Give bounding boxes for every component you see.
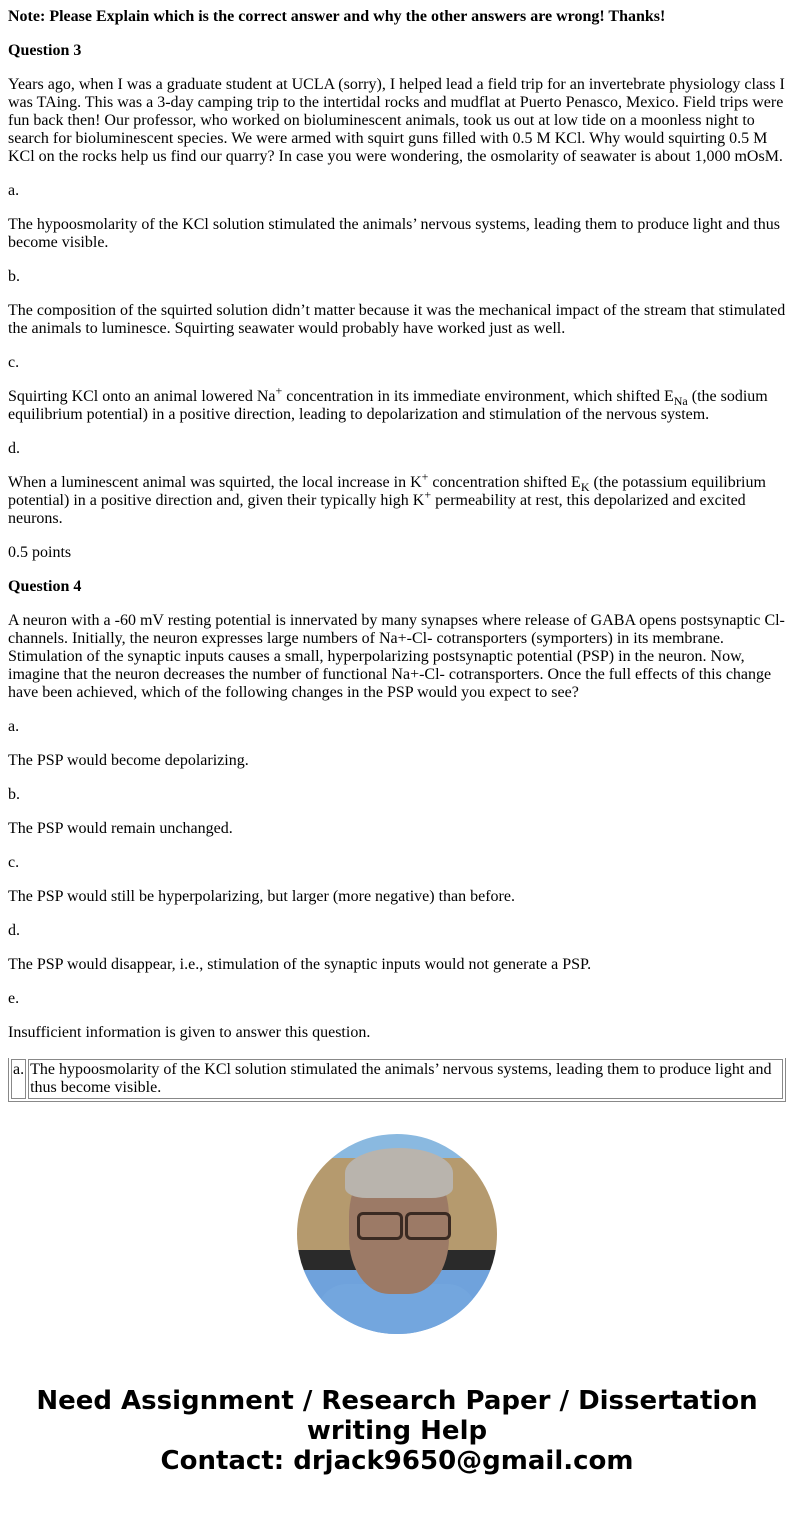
option-c-text: Squirting KCl onto an animal lowered Na+ concentration in its immediate environment, which shifted $E_{Na}$ (the sodium equilibrium potential) in a positive direction, leading to depolarization and stimulation of the nervous system. [8,383,768,423]
question-4-text: A neuron with a -60 mV resting potential is innervated by many synapses where release of GABA opens postsynaptic Cl- channels. Initially, the neuron expresses large numbers of Na+-Cl- cotransporters (symporters) in its membrane. Stimulation of the synaptic inputs causes a small, hyperpolarizing postsynaptic potential (PSP) in the neuron. Now, imagine that the neuron decreases the number of functional Na+-Cl- cotransporters. Once the full effects of this change have been achieved, which of the following changes in the PSP would you expect to see? [8,612,785,701]
answer-table [8,1058,786,1102]
footer-line-2: Contact: drjack9650@gmail.com [160,1446,634,1476]
q4-option-text: The PSP would still be hyperpolarizing, but larger (more negative) than before. [8,888,515,905]
points: 0.5 points [8,544,72,561]
author-photo [297,1134,497,1334]
footer-contact [8,1386,786,1476]
question-3-text: Years ago, when I was a graduate student at UCLA (sorry), I helped lead a field trip for an invertebrate physiology class I was TAing. This was a 3-day camping trip to the intertidal rocks and mudflat at Puerto Penasco, Mexico. Field trips were fun back then! Our professor, who worked on bioluminescent animals, took us out at low tide on a moonless night to search for bioluminescent species. We were armed with squirt guns filled with 0.5 M KCl. Why would squirting 0.5 M KCl on the rocks help us find our quarry? In case you were wondering, the osmolarity of seawater is about 1,000 mOsM. [8,76,785,165]
q4-option-label: c. [8,854,20,871]
option-d-label: d. [8,440,20,457]
q4-option-label: e. [8,990,20,1007]
answer-text: The hypoosmolarity of the KCl solution stimulated the animals’ nervous systems, leading them to produce light and thus become visible. [28,1059,783,1099]
option-b-label: b. [8,268,20,285]
q4-option-text: The PSP would remain unchanged. [8,820,233,837]
option-a-text: The hypoosmolarity of the KCl solution stimulated the animals’ nervous systems, leading them to produce light and thus become visible. [8,216,781,251]
answer-label: a. [11,1059,26,1099]
q4-option-text: Insufficient information is given to answer this question. [8,1024,371,1041]
option-c-label: c. [8,354,20,371]
option-d-text: When a luminescent animal was squirted, the local increase in K+ concentration shifted $E_K$ (the potassium equilibrium potential) in a positive direction and, given their typically high K+ permeability at rest, this depolarized and excited neurons. [8,469,766,527]
question-3-title: Question 3 [8,42,82,59]
option-b-text: The composition of the squirted solution didn’t matter because it was the mechanical impact of the stream that stimulated the animals to luminesce. Squirting seawater would probably have worked just as well. [8,302,786,337]
question-4-title: Question 4 [8,578,82,595]
q4-option-text: The PSP would disappear, i.e., stimulation of the synaptic inputs would not generate a PSP. [8,956,592,973]
option-a-label: a. [8,182,20,199]
footer-line-1: Need Assignment / Research Paper / Dissertation writing Help [36,1386,758,1446]
q4-option-label: a. [8,718,20,735]
answer-table-container [8,1058,786,1102]
q4-option-text: The PSP would become depolarizing. [8,752,249,769]
note: Note: Please Explain which is the correct answer and why the other answers are wrong! Thanks! [8,8,666,25]
q4-option-label: d. [8,922,20,939]
q4-option-label: b. [8,786,20,803]
